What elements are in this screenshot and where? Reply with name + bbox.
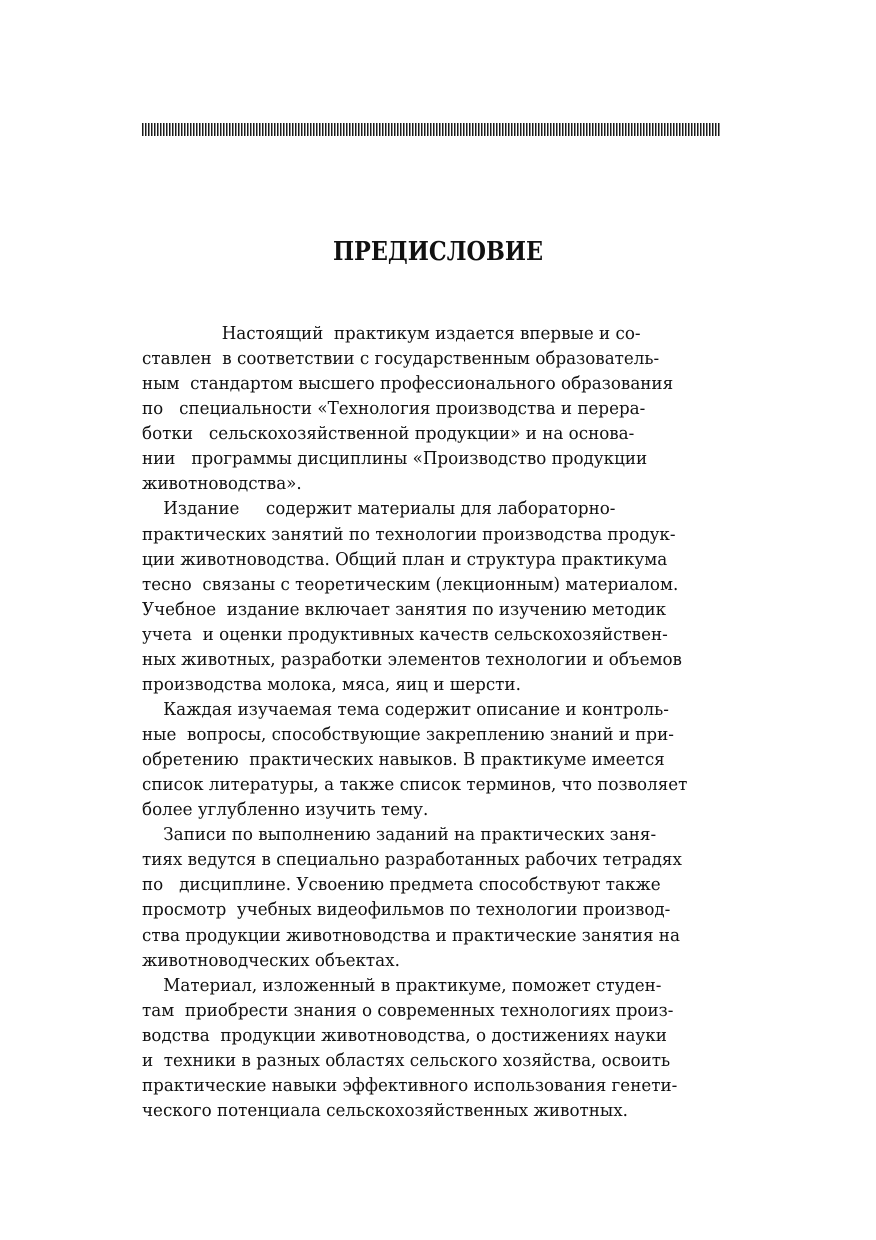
text-line: ства продукции животноводства и практические занятия на <box>142 925 680 946</box>
text-line: Издание содержит материалы для лабораторно- <box>142 499 616 520</box>
text-line: тесно связаны с теоретическим (лекционным) материалом. <box>142 574 679 595</box>
decorative-top-rule <box>142 123 721 136</box>
text-line: Каждая изучаемая тема содержит описание и контроль- <box>142 699 669 720</box>
text-line: по дисциплине. Усвоению предмета способствуют также <box>142 875 661 896</box>
text-line: животноводства». <box>142 474 302 495</box>
page-title: ПРЕДИСЛОВИЕ <box>332 237 544 267</box>
text-line: водства продукции животноводства, о достижениях науки <box>142 1025 667 1046</box>
text-line: ческого потенциала сельскохозяйственных животных. <box>142 1100 628 1121</box>
preface-body <box>142 322 842 1124</box>
text-line: Материал, изложенный в практикуме, поможет студен- <box>142 975 662 996</box>
text-line: и техники в разных областях сельского хозяйства, освоить <box>142 1050 671 1071</box>
text-line: Настоящий практикум издается впервые и со- <box>142 324 641 344</box>
text-line: обретению практических навыков. В практикуме имеется <box>142 750 665 771</box>
text-line: просмотр учебных видеофильмов по технологии производ- <box>142 900 671 921</box>
text-line: там приобрести знания о современных технологиях произ- <box>142 1000 674 1021</box>
text-line: Учебное издание включает занятия по изучению методик <box>142 599 667 620</box>
text-line: практические навыки эффективного использования генети- <box>142 1075 678 1096</box>
text-line: тиях ведутся в специально разработанных рабочих тетрадях <box>142 850 682 871</box>
text-line: практических занятий по технологии производства продук- <box>142 524 676 545</box>
text-line: по специальности «Технология производства и перера- <box>142 399 646 420</box>
text-line: ставлен в соответствии с государственным образователь- <box>142 349 660 370</box>
text-line: ным стандартом высшего профессионального образования <box>142 374 674 395</box>
text-line: ные вопросы, способствующие закреплению знаний и при- <box>142 725 674 745</box>
text-line: ции животноводства. Общий план и структура практикума <box>142 549 668 570</box>
text-line: производства молока, мяса, яиц и шерсти. <box>142 674 521 695</box>
text-line: более углубленно изучить тему. <box>142 800 429 821</box>
text-line: ных животных, разработки элементов технологии и объемов <box>142 649 682 670</box>
text-line: учета и оценки продуктивных качеств сельскохозяйствен- <box>142 624 668 645</box>
text-line: ботки сельскохозяйственной продукции» и на основа- <box>142 424 635 445</box>
text-line: нии программы дисциплины «Производство продукции <box>142 449 648 470</box>
text-line: список литературы, а также список терминов, что позволяет <box>142 775 688 796</box>
text-line: Записи по выполнению заданий на практических заня- <box>142 825 657 846</box>
text-line: животноводческих объектах. <box>142 950 400 971</box>
